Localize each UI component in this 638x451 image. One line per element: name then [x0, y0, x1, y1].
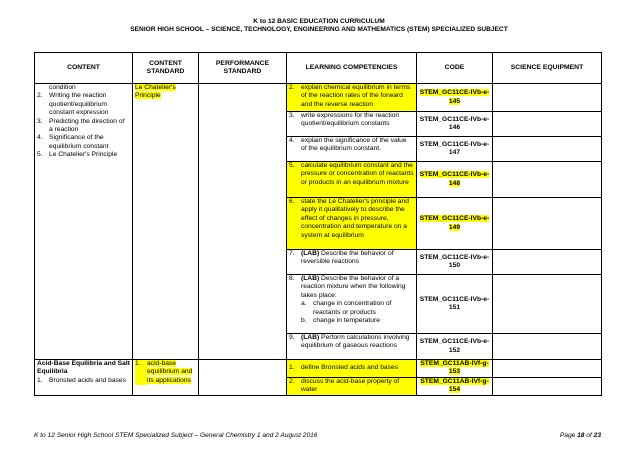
code-cell: STEM_GC11CE-IVb-e-150: [417, 250, 493, 275]
list-item: 2. Writing the reaction quotient/equilibrium constant expression: [37, 92, 109, 117]
col-science-equipment: SCIENCE EQUIPMENT: [493, 53, 602, 84]
equipment-cell: [493, 377, 602, 395]
competency-cell: 4. explain the significance of the value of the equilibrium constant.: [287, 137, 417, 162]
performance-standard-cell: [199, 360, 287, 396]
code-cell: STEM_GC11CE-IVb-e-145: [417, 84, 493, 112]
performance-standard-cell: [199, 84, 287, 360]
curriculum-subtitle: SENIOR HIGH SCHOOL – SCIENCE, TECHNOLOGY, ENGINEERING AND MATHEMATICS (STEM) SPECIALIZED SUBJECT: [130, 26, 508, 33]
equipment-cell: [493, 250, 602, 275]
equipment-cell: [493, 137, 602, 162]
table-row: [35, 84, 602, 112]
col-performance-standard: PERFORMANCE STANDARD: [199, 53, 287, 84]
equipment-cell: [493, 275, 602, 334]
code-cell: STEM_GC11CE-IVb-e-148: [417, 162, 493, 198]
content-cell: [35, 360, 133, 396]
code-cell: STEM_GC11CE-IVb-e-151: [417, 275, 493, 334]
col-content: CONTENT: [35, 53, 133, 84]
code-cell: STEM_GC11CE-IVb-e-149: [417, 198, 493, 250]
content-list: [37, 92, 130, 159]
content-standard-text: Le Chatelier's Principle: [135, 84, 176, 100]
content-line: condition: [49, 84, 76, 91]
competency-cell: 2. explain chemical equilibrium in terms of the reaction rates of the forward and the reverse reaction: [287, 84, 417, 112]
competency-cell: 8. (LAB) Describe the behavior of a reaction mixture when the following takes place: a. change in concentration of reactants or products b. change in temperature: [287, 275, 417, 334]
equipment-cell: [493, 84, 602, 112]
code-cell: STEM_GC11CE-IVb-e-146: [417, 112, 493, 137]
footer-page-number: Page 18 of 23: [559, 432, 601, 439]
competency-cell: 1. define Bronsted acids and bases: [287, 360, 417, 378]
content-cell: [35, 84, 133, 360]
code-cell: STEM_GC11CE-IVb-e-147: [417, 137, 493, 162]
code-cell: STEM_GC11AB-IVf-g-153: [417, 360, 493, 378]
equipment-cell: [493, 334, 602, 360]
code-cell: STEM_GC11CE-IVb-e-152: [417, 334, 493, 360]
competency-cell: 6. state the Le Chatelier's principle and apply it qualitatively to describe the effect of changes in pressure, concentration and temperature on a system at equilibrium: [287, 198, 417, 250]
content-standard-text: acid-base equilibrium and its applications: [147, 360, 193, 384]
curriculum-title: K to 12 BASIC EDUCATION CURRICULUM: [253, 18, 385, 25]
footer-document-title: K to 12 Senior High School STEM Specialized Subject – General Chemistry 1 and 2 August 2016: [34, 432, 318, 439]
col-code: CODE: [417, 53, 493, 84]
table-header-row: [35, 53, 602, 84]
code-cell: STEM_GC11AB-IVf-g-154: [417, 377, 493, 395]
list-item: 3. Predicting the direction of a reaction: [37, 117, 125, 134]
list-item: 1. Bronsted acids and bases: [37, 376, 126, 384]
competency-cell: 2. discuss the acid-base property of water: [287, 377, 417, 395]
equipment-cell: [493, 198, 602, 250]
competency-cell: 5. calculate equilibrium constant and the pressure or concentration of reactants or products in an equilibrium mixture: [287, 162, 417, 198]
competency-cell: 3. write expressions for the reaction quotient/equilibrium constants: [287, 112, 417, 137]
content-standard-cell: 1. acid-base equilibrium and its applications: [133, 360, 199, 396]
content-list: [37, 377, 130, 385]
competency-cell: 7. (LAB) Describe the behavior of reversible reactions: [287, 250, 417, 275]
table-row: [35, 360, 602, 378]
sub-item: a. change in concentration of reactants or products: [301, 300, 392, 316]
equipment-cell: [493, 360, 602, 378]
curriculum-table: [34, 52, 602, 396]
competency-cell: 9. (LAB) Perform calculations involving equilibrium of gaseous reactions: [287, 334, 417, 360]
list-item: 4. Significance of the equilibrium constant: [37, 134, 109, 150]
sub-item: b. change in temperature: [301, 317, 380, 325]
content-standard-cell: [133, 84, 199, 360]
list-item: 5. Le Chatelier's Principle: [37, 151, 118, 159]
col-learning-competencies: LEARNING COMPETENCIES: [287, 53, 417, 84]
section-title: Acid-Base Equilibria and Salt Equilibria: [37, 360, 130, 376]
equipment-cell: [493, 112, 602, 137]
col-content-standard: CONTENT STANDARD: [133, 53, 199, 84]
equipment-cell: [493, 162, 602, 198]
